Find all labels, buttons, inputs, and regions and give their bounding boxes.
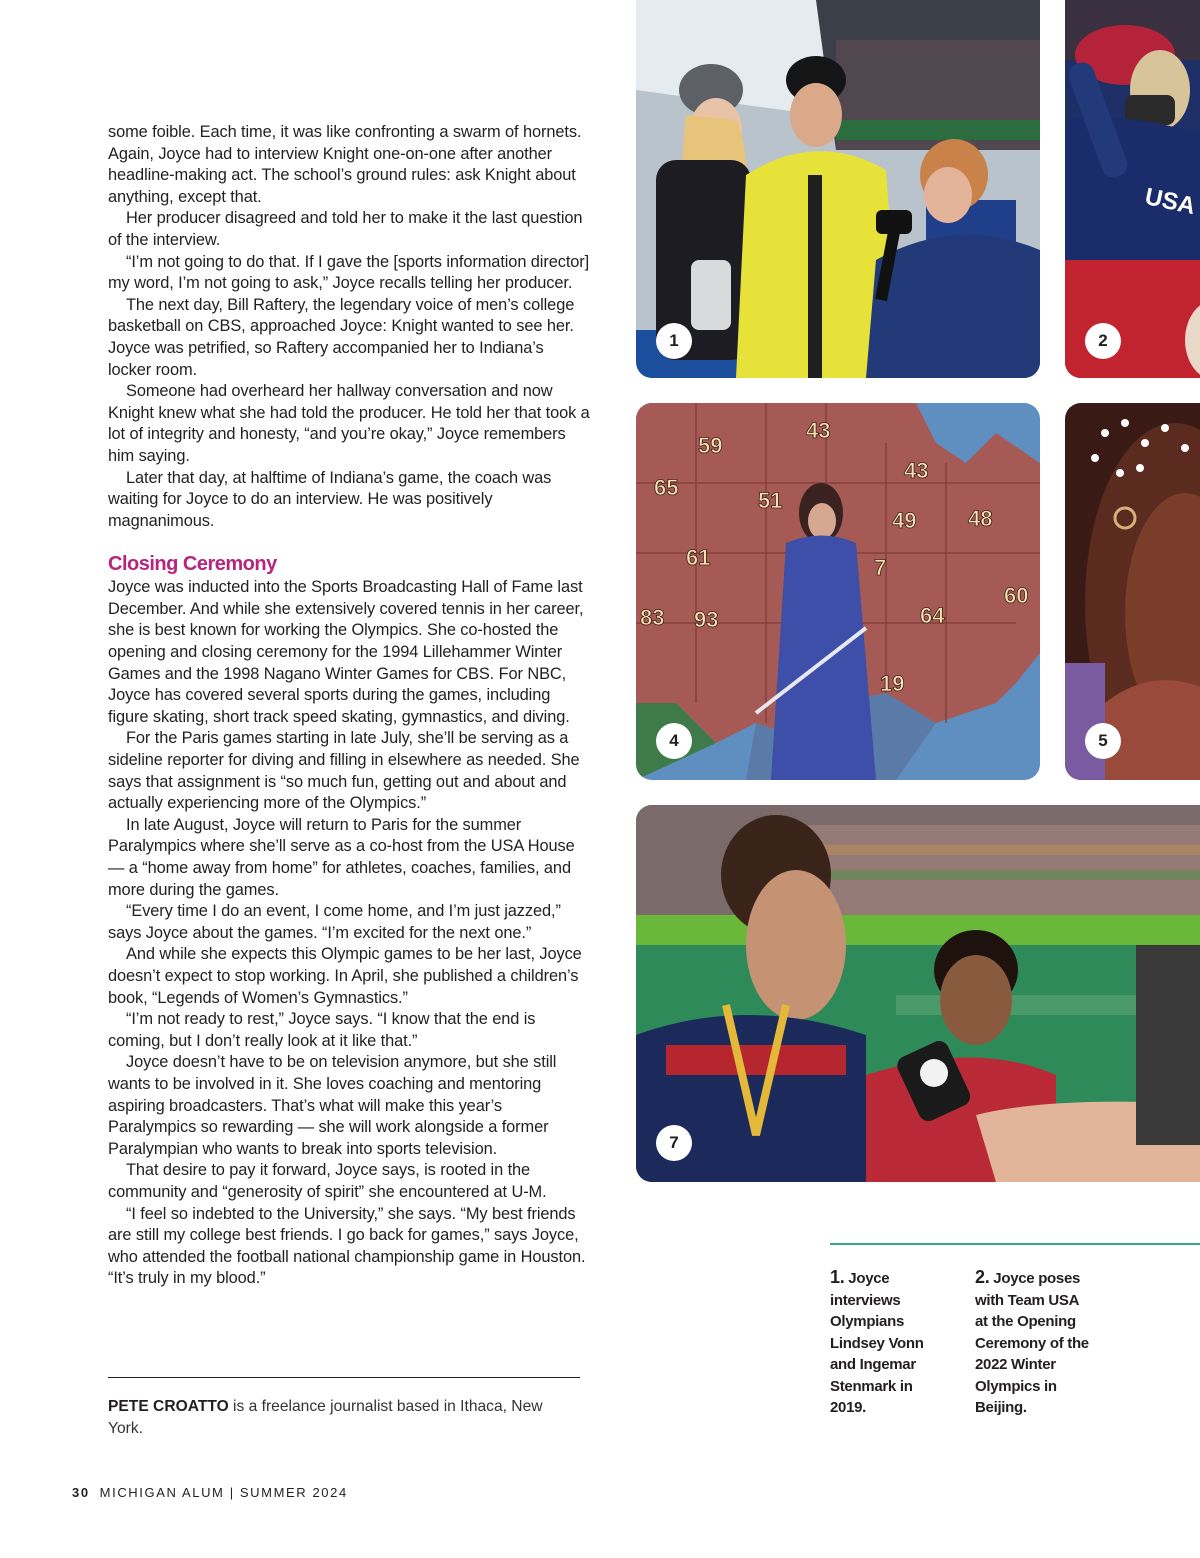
photo-1-ski-interview [636,0,1040,378]
photo-number-badge: 2 [1085,323,1121,359]
caption-number: 2. [975,1267,990,1287]
paragraph: “I feel so indebted to the University,” she says. “My best friends are still my college best friends. I go back for games,” says Joyce, who attended the football national championship game in Houston. “It’s truly in my blood.” [108,1204,586,1288]
map-temp: 49 [892,508,917,533]
paragraph: Joyce was inducted into the Sports Broadcasting Hall of Fame last December. And while she extensively covered tennis in her career, she is best known for working the Olympics. She co-hosted the opening and closing ceremony for the 1994 Lillehammer Winter Games and the 1998 Nagano Winter Games for CBS. For NBC, Joyce has covered several sports during the games, including figure skating, short track speed skating, gymnastics, and diving. [108,578,584,726]
page-number: 30 [72,1485,90,1500]
map-temp: 43 [806,418,831,443]
map-temp: 61 [686,545,711,570]
usa-jacket-text: USA [1142,183,1198,221]
publication-name: MICHIGAN ALUM | SUMMER 2024 [99,1485,348,1500]
author-name: PETE CROATTO [108,1398,229,1415]
paragraph: For the Paris games starting in late July, she’ll be serving as a sideline reporter for diving and filling in elsewhere as needed. She says that assignment is “so much fun, getting out and about and actually experiencing more of the Olympics.” [108,729,580,813]
paragraph: And while she expects this Olympic games to be her last, Joyce doesn’t expect to stop working. In April, she published a children’s book, “Legends of Women’s Gymnastics.” [108,945,582,1007]
photo-7-gymnastics-interview [636,805,1200,1182]
caption-text: Joyce poses with Team USA at the Opening Ceremony of the 2022 Winter Olympics in Beijing. [975,1270,1089,1416]
map-temp: 7 [874,555,887,580]
map-temp: 60 [1004,583,1029,608]
map-temp: 48 [968,506,993,531]
map-temp: 65 [654,475,679,500]
photo-5-gymnast-closeup [1065,403,1200,780]
author-bio [108,1396,578,1439]
map-temp: 19 [880,671,905,696]
map-temp: 93 [694,607,719,632]
photo-2-team-usa [1065,0,1200,378]
map-temp: 64 [920,603,945,628]
author-bio-text: is a freelance journalist based in Ithaca, New York. [108,1398,543,1437]
photo-4-weather-map [636,403,1040,780]
paragraph: “I’m not going to do that. If I gave the [sports information director] my word, I’m not going to ask,” Joyce recalls telling her producer. [108,252,590,293]
section-heading: Closing Ceremony [108,553,277,576]
bio-divider [108,1377,580,1378]
paragraph: Joyce doesn’t have to be on television anymore, but she still wants to be involved in it. She loves coaching and mentoring aspiring broadcasters. That’s what will make this year’s Paralympics so rewarding — she will work alongside a former Paralympian who wants to break into sports television. [108,1053,557,1158]
paragraph: Someone had overheard her hallway conversation and now Knight knew what she had told the producer. He told her that took a lot of integrity and honesty, “and you’re okay,” Joyce remembers him saying. [108,382,590,465]
paragraph: In late August, Joyce will return to Paris for the summer Paralympics where she’ll serve as a co-host from the USA House — a “home away from home” for athletes, coaches, families, and more during the games. [108,815,575,899]
caption-2 [975,1267,1093,1419]
caption-number: 1. [830,1267,845,1287]
photo-number-badge: 1 [656,323,692,359]
photo-number-badge: 7 [656,1125,692,1161]
paragraph: That desire to pay it forward, Joyce says, is rooted in the community and “generosity of spirit” she encountered at U-M. [108,1161,547,1201]
map-temp: 83 [640,605,665,630]
photo-number-badge: 5 [1085,723,1121,759]
paragraph: “Every time I do an event, I come home, and I’m just jazzed,” says Joyce about the games. “I’m excited for the next one.” [108,902,561,942]
paragraph: some foible. Each time, it was like confronting a swarm of hornets. Again, Joyce had to interview Knight one-on-one after another headline-making act. The school’s ground rules: ask Knight about anything, except that. [108,123,582,206]
photo-number-badge: 4 [656,723,692,759]
caption-text: Joyce interviews Olympians Lindsey Vonn and Ingemar Stenmark in 2019. [830,1270,924,1416]
map-temp: 59 [698,433,723,458]
paragraph: Her producer disagreed and told her to make it the last question of the interview. [108,209,583,249]
paragraph: The next day, Bill Raftery, the legendary voice of men’s college basketball on CBS, approached Joyce: Knight wanted to see her. Joyce was petrified, so Raftery accompanied her to Indiana’s locker room. [108,295,575,379]
page-footer [72,1485,348,1500]
paragraph: Later that day, at halftime of Indiana’s game, the coach was waiting for Joyce to do an interview. He was positively magnanimous. [108,468,552,530]
map-temp: 51 [758,488,783,513]
paragraph: “I’m not ready to rest,” Joyce says. “I know that the end is coming, but I don’t really look at it like that.” [108,1010,536,1050]
article-body [108,122,590,1290]
caption-divider [830,1243,1200,1245]
caption-1 [830,1267,950,1419]
map-temp: 43 [904,458,929,483]
